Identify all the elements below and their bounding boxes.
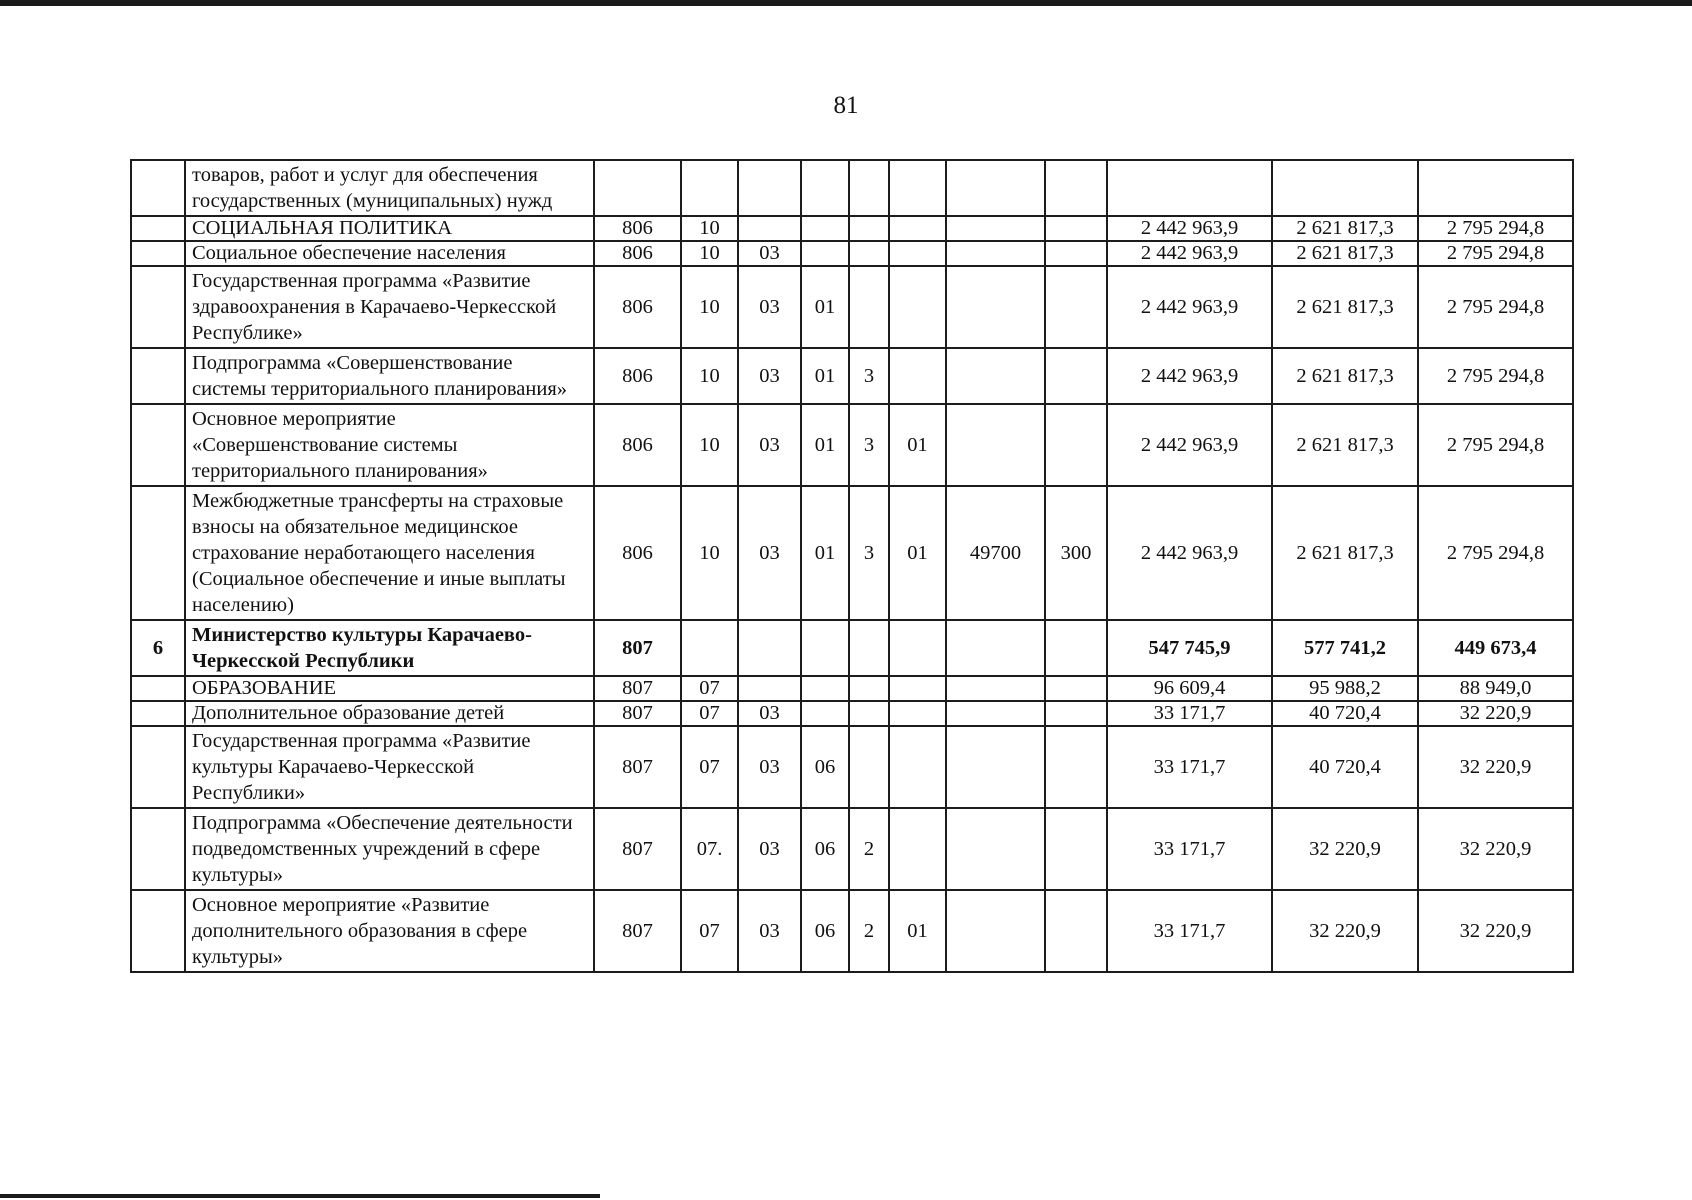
subsection-code [738, 160, 801, 216]
expense-type-code [1045, 808, 1107, 890]
row-name: Основное мероприятие «Совершенствование системы территориального планирования» [185, 404, 594, 486]
program-code [801, 676, 849, 701]
expense-type-code [1045, 266, 1107, 348]
expense-type-code [1045, 404, 1107, 486]
budget-table-body [131, 160, 1573, 972]
amount-year-2: 32 220,9 [1272, 890, 1418, 972]
subprogram-code: 2 [849, 808, 889, 890]
program-code: 01 [801, 266, 849, 348]
amount-year-2: 95 988,2 [1272, 676, 1418, 701]
amount-year-1: 2 442 963,9 [1107, 486, 1272, 620]
table-row [131, 266, 1573, 348]
row-name: Государственная программа «Развитие культуры Карачаево-Черкесской Республики» [185, 726, 594, 808]
amount-year-1: 33 171,7 [1107, 808, 1272, 890]
row-index [131, 404, 185, 486]
subprogram-code: 3 [849, 348, 889, 404]
program-code: 06 [801, 726, 849, 808]
row-index [131, 348, 185, 404]
event-code: 01 [889, 890, 946, 972]
section-code: 07 [681, 676, 738, 701]
amount-year-3: 2 795 294,8 [1418, 486, 1573, 620]
section-code [681, 620, 738, 676]
event-code [889, 348, 946, 404]
expense-type-code [1045, 216, 1107, 241]
program-code [801, 701, 849, 726]
row-name: Межбюджетные трансферты на страховые взносы на обязательное медицинское страхование неработающего населения (Социальное обеспечение и иные выплаты населению) [185, 486, 594, 620]
row-name: Министерство культуры Карачаево-Черкесской Республики [185, 620, 594, 676]
program-code: 01 [801, 486, 849, 620]
section-code: 10 [681, 216, 738, 241]
scan-border-top [0, 0, 1692, 6]
direction-code [946, 890, 1045, 972]
amount-year-3 [1418, 160, 1573, 216]
amount-year-2: 2 621 817,3 [1272, 404, 1418, 486]
subprogram-code: 2 [849, 890, 889, 972]
amount-year-1: 33 171,7 [1107, 726, 1272, 808]
program-code [801, 160, 849, 216]
direction-code [946, 266, 1045, 348]
event-code [889, 701, 946, 726]
amount-year-3: 32 220,9 [1418, 890, 1573, 972]
section-code: 10 [681, 348, 738, 404]
row-index [131, 701, 185, 726]
amount-year-3: 2 795 294,8 [1418, 216, 1573, 241]
section-code: 10 [681, 404, 738, 486]
grbs-code: 806 [594, 486, 681, 620]
amount-year-1: 33 171,7 [1107, 701, 1272, 726]
row-index [131, 486, 185, 620]
grbs-code: 807 [594, 620, 681, 676]
subsection-code: 03 [738, 486, 801, 620]
row-index [131, 241, 185, 266]
amount-year-3: 2 795 294,8 [1418, 241, 1573, 266]
event-code [889, 160, 946, 216]
table-row [131, 620, 1573, 676]
amount-year-3: 32 220,9 [1418, 808, 1573, 890]
subsection-code [738, 216, 801, 241]
subprogram-code [849, 620, 889, 676]
subsection-code [738, 620, 801, 676]
table-row [131, 676, 1573, 701]
subsection-code [738, 676, 801, 701]
row-index [131, 890, 185, 972]
subprogram-code [849, 266, 889, 348]
expense-type-code [1045, 160, 1107, 216]
event-code [889, 808, 946, 890]
row-name: Основное мероприятие «Развитие дополнительного образования в сфере культуры» [185, 890, 594, 972]
row-name: Подпрограмма «Совершенствование системы территориального планирования» [185, 348, 594, 404]
table-row [131, 348, 1573, 404]
amount-year-1: 547 745,9 [1107, 620, 1272, 676]
event-code [889, 241, 946, 266]
amount-year-1: 2 442 963,9 [1107, 216, 1272, 241]
grbs-code: 806 [594, 404, 681, 486]
amount-year-1: 2 442 963,9 [1107, 348, 1272, 404]
subsection-code: 03 [738, 726, 801, 808]
event-code: 01 [889, 404, 946, 486]
program-code: 06 [801, 890, 849, 972]
amount-year-3: 88 949,0 [1418, 676, 1573, 701]
subprogram-code [849, 676, 889, 701]
section-code: 10 [681, 266, 738, 348]
amount-year-3: 32 220,9 [1418, 726, 1573, 808]
subsection-code: 03 [738, 404, 801, 486]
grbs-code: 807 [594, 726, 681, 808]
row-index [131, 160, 185, 216]
subsection-code: 03 [738, 808, 801, 890]
amount-year-1: 2 442 963,9 [1107, 404, 1272, 486]
section-code [681, 160, 738, 216]
expense-type-code [1045, 701, 1107, 726]
program-code [801, 620, 849, 676]
row-index [131, 266, 185, 348]
table-row [131, 486, 1573, 620]
table-row [131, 404, 1573, 486]
section-code: 07 [681, 726, 738, 808]
program-code [801, 241, 849, 266]
table-row [131, 241, 1573, 266]
direction-code [946, 160, 1045, 216]
table-row [131, 808, 1573, 890]
amount-year-1: 2 442 963,9 [1107, 241, 1272, 266]
direction-code [946, 241, 1045, 266]
amount-year-3: 449 673,4 [1418, 620, 1573, 676]
row-index [131, 726, 185, 808]
subprogram-code [849, 726, 889, 808]
event-code [889, 726, 946, 808]
grbs-code [594, 160, 681, 216]
section-code: 07 [681, 701, 738, 726]
expense-type-code [1045, 620, 1107, 676]
grbs-code: 806 [594, 216, 681, 241]
subprogram-code [849, 216, 889, 241]
amount-year-2: 40 720,4 [1272, 726, 1418, 808]
row-index [131, 808, 185, 890]
expense-type-code [1045, 726, 1107, 808]
amount-year-1: 2 442 963,9 [1107, 266, 1272, 348]
row-index [131, 216, 185, 241]
row-name: Социальное обеспечение населения [185, 241, 594, 266]
row-name: Государственная программа «Развитие здравоохранения в Карачаево-Черкесской Республике» [185, 266, 594, 348]
expense-type-code [1045, 348, 1107, 404]
scan-border-bottom [0, 1194, 600, 1198]
page-number: 81 [833, 92, 859, 119]
section-code: 07 [681, 890, 738, 972]
amount-year-2: 2 621 817,3 [1272, 486, 1418, 620]
grbs-code: 806 [594, 266, 681, 348]
row-name: товаров, работ и услуг для обеспечения государственных (муниципальных) нужд [185, 160, 594, 216]
subsection-code: 03 [738, 241, 801, 266]
grbs-code: 807 [594, 701, 681, 726]
subprogram-code [849, 160, 889, 216]
row-index [131, 676, 185, 701]
row-index: 6 [131, 620, 185, 676]
direction-code [946, 726, 1045, 808]
row-name: ОБРАЗОВАНИЕ [185, 676, 594, 701]
row-name: Подпрограмма «Обеспечение деятельности подведомственных учреждений в сфере культуры» [185, 808, 594, 890]
amount-year-2: 32 220,9 [1272, 808, 1418, 890]
amount-year-2: 2 621 817,3 [1272, 216, 1418, 241]
program-code: 06 [801, 808, 849, 890]
event-code [889, 676, 946, 701]
subprogram-code [849, 701, 889, 726]
amount-year-3: 2 795 294,8 [1418, 348, 1573, 404]
subsection-code: 03 [738, 266, 801, 348]
direction-code [946, 808, 1045, 890]
table-row [131, 890, 1573, 972]
budget-table [130, 159, 1574, 973]
program-code: 01 [801, 404, 849, 486]
event-code: 01 [889, 486, 946, 620]
event-code [889, 216, 946, 241]
amount-year-1: 96 609,4 [1107, 676, 1272, 701]
section-code: 07. [681, 808, 738, 890]
direction-code [946, 404, 1045, 486]
amount-year-3: 2 795 294,8 [1418, 266, 1573, 348]
grbs-code: 807 [594, 676, 681, 701]
direction-code [946, 216, 1045, 241]
grbs-code: 806 [594, 241, 681, 266]
section-code: 10 [681, 241, 738, 266]
subsection-code: 03 [738, 890, 801, 972]
expense-type-code [1045, 890, 1107, 972]
table-row [131, 726, 1573, 808]
amount-year-1 [1107, 160, 1272, 216]
direction-code: 49700 [946, 486, 1045, 620]
direction-code [946, 701, 1045, 726]
subprogram-code: 3 [849, 486, 889, 620]
table-row [131, 216, 1573, 241]
subsection-code: 03 [738, 701, 801, 726]
row-name: Дополнительное образование детей [185, 701, 594, 726]
program-code [801, 216, 849, 241]
subprogram-code [849, 241, 889, 266]
table-row [131, 160, 1573, 216]
program-code: 01 [801, 348, 849, 404]
amount-year-2: 577 741,2 [1272, 620, 1418, 676]
expense-type-code [1045, 676, 1107, 701]
amount-year-3: 2 795 294,8 [1418, 404, 1573, 486]
grbs-code: 807 [594, 808, 681, 890]
section-code: 10 [681, 486, 738, 620]
expense-type-code: 300 [1045, 486, 1107, 620]
amount-year-2 [1272, 160, 1418, 216]
grbs-code: 807 [594, 890, 681, 972]
amount-year-1: 33 171,7 [1107, 890, 1272, 972]
subprogram-code: 3 [849, 404, 889, 486]
subsection-code: 03 [738, 348, 801, 404]
row-name: СОЦИАЛЬНАЯ ПОЛИТИКА [185, 216, 594, 241]
direction-code [946, 676, 1045, 701]
amount-year-3: 32 220,9 [1418, 701, 1573, 726]
amount-year-2: 40 720,4 [1272, 701, 1418, 726]
table-row [131, 701, 1573, 726]
amount-year-2: 2 621 817,3 [1272, 266, 1418, 348]
grbs-code: 806 [594, 348, 681, 404]
expense-type-code [1045, 241, 1107, 266]
direction-code [946, 348, 1045, 404]
event-code [889, 620, 946, 676]
amount-year-2: 2 621 817,3 [1272, 348, 1418, 404]
event-code [889, 266, 946, 348]
direction-code [946, 620, 1045, 676]
amount-year-2: 2 621 817,3 [1272, 241, 1418, 266]
